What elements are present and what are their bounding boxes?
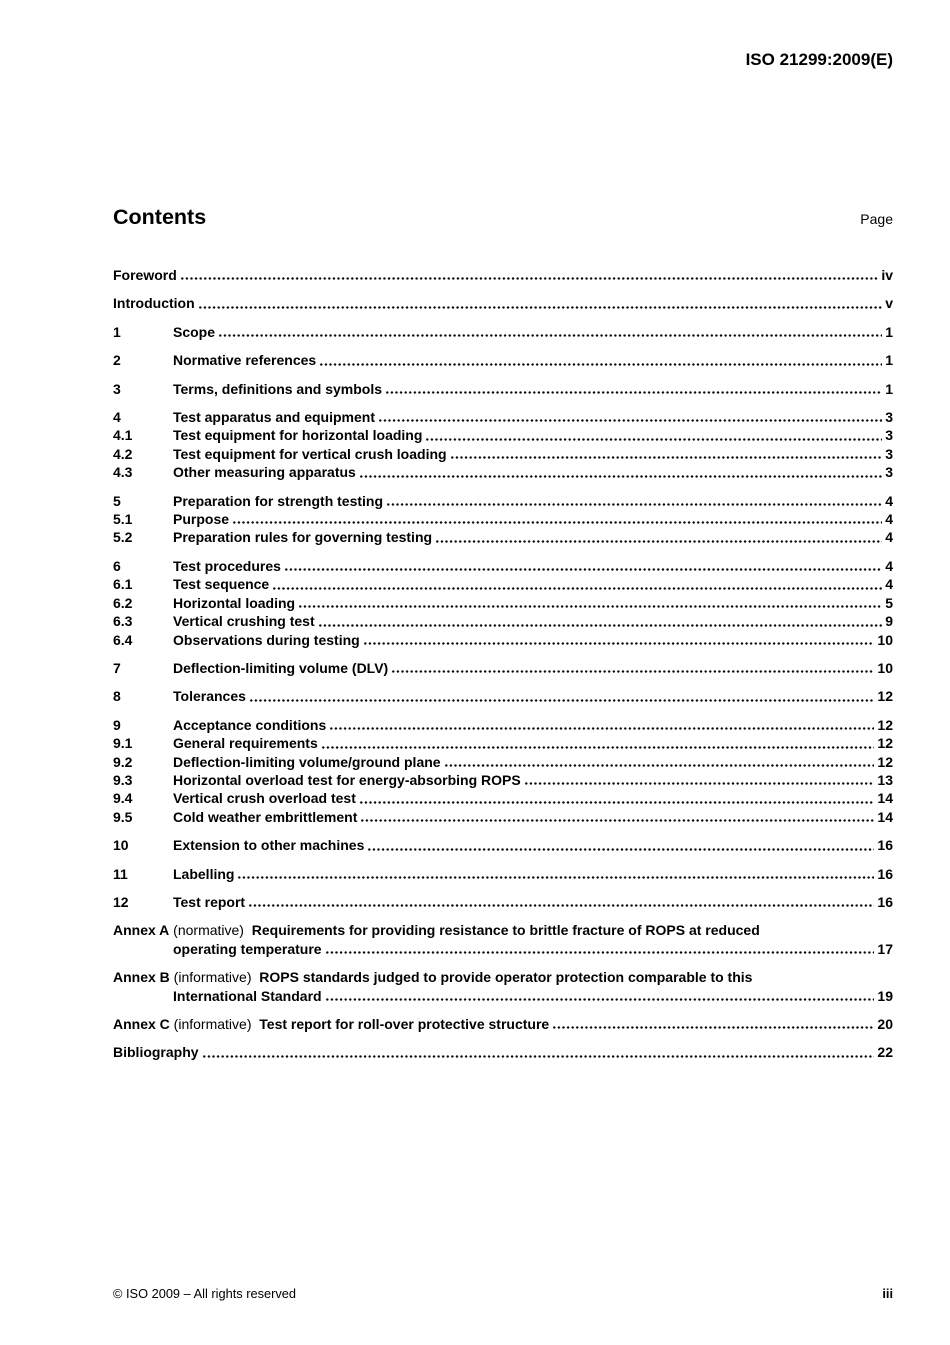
toc-entry-number: 9.3 [113,771,133,788]
dot-leader [391,669,874,674]
copyright-notice: © ISO 2009 – All rights reserved [113,1286,296,1301]
toc-entry-label: Introduction [113,295,195,312]
annex-title-continued: operating temperature [173,940,322,957]
dot-leader [198,305,883,310]
dot-leader [325,997,875,1002]
dot-leader [272,586,882,591]
toc-entry [113,575,893,593]
toc-entry-number: 6.2 [113,594,133,611]
dot-leader [524,781,875,786]
toc-annex-entry [113,921,893,939]
toc-entry-number: 9.4 [113,790,133,807]
toc-entry-label: Other measuring apparatus [173,464,356,481]
annex-prefix: Annex B [113,969,170,986]
toc-entry-page: 10 [877,631,893,648]
dot-leader [363,641,875,646]
toc-entry-page: 9 [885,613,893,630]
dot-leader [319,362,882,367]
toc-entry-page: 4 [885,576,893,593]
toc-entry-page: 3 [885,427,893,444]
toc-entry [113,893,893,911]
dot-leader [325,950,875,955]
toc-entry-label: Preparation for strength testing [173,492,384,509]
toc-entry [113,808,893,826]
toc-entry [113,734,893,752]
toc-entry-number: 9.2 [113,753,133,770]
toc-entry-label: Test procedures [173,557,281,574]
toc-entry-number: 5.2 [113,529,133,546]
toc-entry-number: 8 [113,688,121,705]
toc-entry-label: Terms, definitions and symbols [173,380,383,397]
toc-entry-number: 4.2 [113,445,133,462]
toc-entry-page: 3 [885,445,893,462]
toc-entry-number: 7 [113,659,121,676]
toc-entry-number: 10 [113,837,129,854]
toc-entry-label: Deflection-limiting volume (DLV) [173,659,389,676]
toc-entry-page: 3 [885,464,893,481]
toc-entry-page: 1 [885,352,893,369]
dot-leader [284,567,882,572]
toc-entry-page: 4 [885,529,893,546]
toc-entry-number: 5 [113,492,121,509]
toc-entry-number: 1 [113,323,121,340]
dot-leader [218,333,882,338]
toc-entry [113,426,893,444]
toc-entry [113,753,893,771]
dot-leader [367,847,874,852]
annex-title-continued: International Standard [173,987,322,1004]
dot-leader [425,437,882,442]
toc-entry-page: 1 [885,323,893,340]
toc-annex-entry [113,968,893,986]
toc-entry-page: 3 [885,409,893,426]
annex-title: Requirements for providing resistance to brittle fracture of ROPS at reduced [251,922,760,939]
toc-entry-number: 2 [113,352,121,369]
toc-entry [113,408,893,426]
toc-entry-number: 9 [113,716,121,733]
toc-entry [113,294,893,312]
toc-entry-page: 16 [877,837,893,854]
toc-entry [113,323,893,341]
table-of-contents [113,266,893,1062]
toc-annex-entry-continuation [113,987,893,1005]
annex-qualifier: (informative) [169,1016,260,1032]
toc-entry-label: Labelling [173,865,235,882]
toc-entry-label: Vertical crushing test [173,613,315,630]
dot-leader [385,390,882,395]
toc-entry [113,510,893,528]
toc-entry-page: 13 [877,771,893,788]
toc-entry-page: 20 [877,1016,893,1032]
toc-entry [113,687,893,705]
toc-entry-page: 12 [877,753,893,770]
toc-entry-number: 11 [113,865,128,882]
toc-entry-label: Test equipment for horizontal loading [173,427,423,444]
toc-entry [113,836,893,854]
dot-leader [359,474,882,479]
toc-entry-label: Tolerances [173,688,246,705]
toc-entry [113,351,893,369]
toc-entry-number: 9.5 [113,808,133,825]
toc-entry-label: Cold weather embrittlement [173,808,358,825]
toc-annex-entry-continuation [113,940,893,958]
toc-entry-page: 12 [877,735,893,752]
title-row [113,205,893,231]
toc-entry-page: 12 [877,716,893,733]
toc-entry-page: 4 [885,511,893,528]
toc-entry-page: 5 [885,594,893,611]
annex-title: ROPS standards judged to provide operator protection comparable to this [259,969,753,986]
dot-leader [202,1054,875,1059]
dot-leader [180,276,879,281]
toc-entry-number: 6.1 [113,576,133,593]
dot-leader [298,604,882,609]
dot-leader [232,520,882,525]
toc-entry [113,631,893,649]
annex-prefix: Annex A [113,922,170,939]
toc-entry-label: Scope [173,323,216,340]
toc-entry-number: 9.1 [113,735,133,752]
dot-leader [386,502,882,507]
toc-entry-page: 1 [885,380,893,397]
page-footer [113,1286,893,1301]
toc-entry [113,659,893,677]
toc-entry [113,1043,893,1061]
toc-entry [113,445,893,463]
dot-leader [321,745,875,750]
toc-entry-number: 4.3 [113,464,133,481]
document-reference: ISO 21299:2009(E) [745,50,893,69]
toc-entry-page: 12 [877,688,893,705]
annex-qualifier: (normative) [169,922,252,939]
toc-entry-page: iv [881,267,893,283]
dot-leader [318,623,883,628]
toc-entry-label: Purpose [173,511,230,528]
toc-annex-entry [113,1015,893,1033]
dot-leader [237,875,874,880]
toc-entry-label: Vertical crush overload test [173,790,356,807]
dot-leader [435,539,882,544]
dot-leader [359,800,875,805]
toc-entry-number: 6.4 [113,631,133,648]
toc-entry-page: 19 [877,987,893,1004]
toc-entry-page: 4 [885,557,893,574]
toc-entry-number: 4.1 [113,427,133,444]
toc-entry [113,266,893,284]
toc-entry [113,594,893,612]
toc-entry-page: 4 [885,492,893,509]
toc-entry-number: 6.3 [113,613,133,630]
toc-entry [113,380,893,398]
dot-leader [444,763,875,768]
toc-entry [113,716,893,734]
toc-entry-label: Horizontal overload test for energy-absorbing ROPS [173,771,521,788]
toc-entry [113,492,893,510]
toc-entry-page: 17 [877,940,893,957]
toc-entry-page: 16 [877,865,893,882]
toc-entry [113,865,893,883]
toc-entry-label: Horizontal loading [173,594,296,611]
dot-leader [249,698,875,703]
toc-entry-number: 5.1 [113,511,133,528]
toc-entry-label: Foreword [113,267,177,283]
toc-entry-label: Preparation rules for governing testing [173,529,433,546]
toc-entry [113,771,893,789]
toc-entry-number: 4 [113,409,121,426]
annex-title: Test report for roll-over protective structure [259,1016,550,1032]
toc-entry [113,612,893,630]
annex-qualifier: (informative) [169,969,260,986]
page-header [113,50,893,70]
toc-entry-label: Test report [173,893,246,910]
dot-leader [329,726,874,731]
page-column-label: Page [860,211,893,227]
footer-page-number: iii [882,1286,893,1301]
toc-entry-label: Observations during testing [173,631,360,648]
toc-entry-page: v [885,295,893,312]
toc-entry [113,463,893,481]
toc-entry-number: 6 [113,557,121,574]
toc-entry-number: 12 [113,893,129,910]
toc-entry-page: 16 [877,893,893,910]
toc-entry-label: Test equipment for vertical crush loading [173,445,447,462]
toc-entry-page: 22 [877,1044,893,1061]
dot-leader [360,818,874,823]
toc-entry-label: Bibliography [113,1044,199,1061]
toc-entry-number: 3 [113,380,121,397]
toc-entry-label: Test sequence [173,576,270,593]
dot-leader [378,418,882,423]
contents-title: Contents [113,205,207,229]
toc-entry-label: General requirements [173,735,318,752]
annex-prefix: Annex C [113,1016,170,1032]
toc-entry [113,528,893,546]
dot-leader [552,1025,874,1030]
toc-entry-page: 14 [877,790,893,807]
toc-entry-label: Acceptance conditions [173,716,327,733]
toc-entry-label: Normative references [173,352,317,369]
toc-entry-page: 14 [877,808,893,825]
toc-entry-label: Extension to other machines [173,837,365,854]
toc-entry [113,789,893,807]
dot-leader [450,455,883,460]
toc-entry-label: Deflection-limiting volume/ground plane [173,753,441,770]
toc-entry [113,557,893,575]
dot-leader [248,903,874,908]
toc-entry-label: Test apparatus and equipment [173,409,375,426]
toc-entry-page: 10 [877,659,893,676]
